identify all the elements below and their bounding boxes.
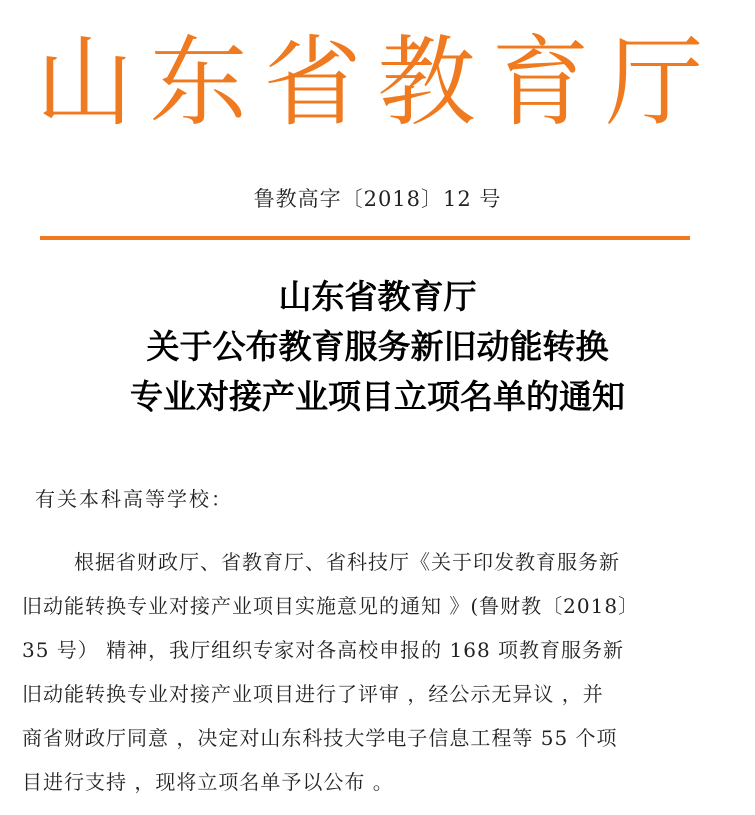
salutation: 有关本科高等学校：	[35, 487, 233, 511]
body-line-5: 商省财政厅同意 ，决定对山东科技大学电子信息工程等 55 个项	[22, 726, 618, 750]
title-line-3: 专业对接产业项目立项名单的通知	[130, 377, 625, 416]
body-line-3: 35 号） 精神，我厅组织专家对各高校申报的 168 项教育服务新	[22, 638, 625, 662]
document-number: 鲁教高字〔2018〕12 号	[253, 187, 502, 211]
body-line-1: 根据省财政厅、省教育厅、省科技厅《关于印发教育服务新	[74, 550, 620, 574]
title-line-2: 关于公布教育服务新旧动能转换	[146, 327, 609, 366]
header-divider	[40, 236, 690, 240]
notice-title	[0, 272, 755, 422]
body-paragraph	[22, 540, 722, 804]
body-line-4: 旧动能转换专业对接产业项目进行了评审 ，经公示无异议 ，并	[22, 682, 604, 706]
body-line-6: 目进行支持 ，现将立项名单予以公布 。	[22, 770, 394, 794]
agency-letterhead: 山东省教育厅	[35, 26, 720, 140]
title-line-1: 山东省教育厅	[278, 277, 477, 316]
body-line-2: 旧动能转换专业对接产业项目实施意见的通知 》(鲁财教〔2018〕	[22, 594, 640, 618]
